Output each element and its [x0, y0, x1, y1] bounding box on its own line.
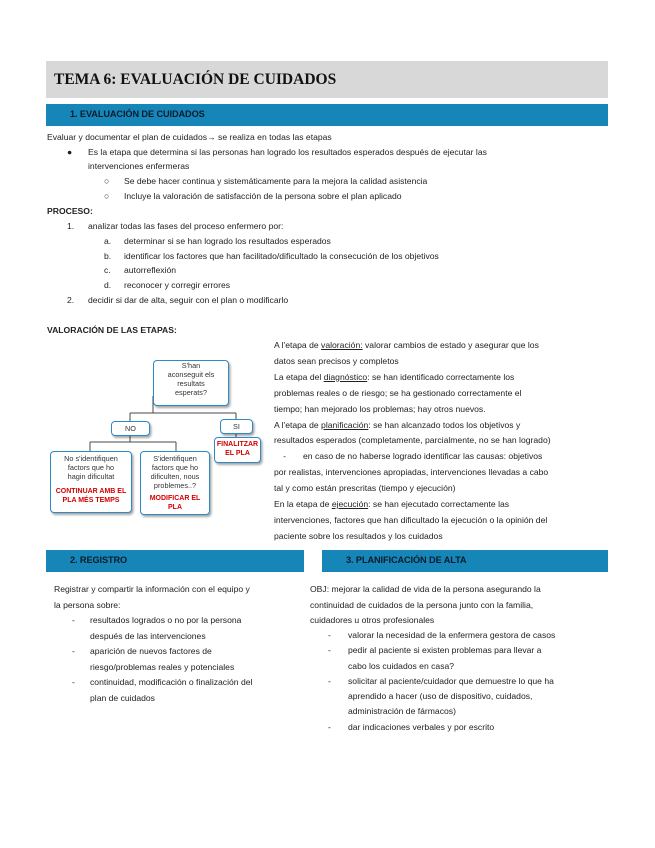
section-heading-planificacion-alta: 3. PLANIFICACIÓN DE ALTA: [322, 550, 608, 572]
circle-bullet-icon: ○: [104, 191, 110, 201]
registro-list: - resultados logrados o no por la persona después de las intervenciones - aparición de nuevos factores de riesgo/problemas reales y potenciales - continuidad, modificación o finalización del plan de cuidados: [72, 615, 253, 703]
diagram-no-box: NO: [111, 421, 150, 436]
diagram-mid-box: S'identifiquen factors que ho dificulten, nous problemes..? MODIFICAR EL PLA: [140, 451, 210, 515]
list-item: reconocer y corregir errores: [124, 280, 231, 290]
list-letter: c.: [104, 265, 111, 275]
intro-text: Evaluar y documentar el plan de cuidados→ se realiza en todas las etapas: [47, 132, 332, 142]
diagram-root-box: S'han aconseguit els resultats esperats?: [153, 360, 229, 406]
section-heading-evaluacion: 1. EVALUACIÓN DE CUIDADOS: [46, 104, 608, 126]
circle-bullet-icon: ○: [104, 176, 110, 186]
proceso-heading: PROCESO:: [47, 206, 93, 216]
alta-list: - valorar la necesidad de la enfermera gestora de casos - pedir al paciente si existen problemas para llevar a cabo los cuidados en casa? - solicitar al paciente/cuidador que demuestre lo que ha aprendido a hacer (uso de dispositivo, cuidados, administración de fármacos) - dar indicaciones verbales y por escrito: [328, 630, 556, 732]
list-item: determinar si se han logrado los resultados esperados: [124, 236, 331, 246]
proceso-step-1: analizar todas las fases del proceso enfermero por:: [88, 221, 284, 231]
alta-objetivo: OBJ: mejorar la calidad de vida de la persona asegurando la continuidad de cuidados de la persona junto con la familia, cuidadores u otros profesionales: [310, 584, 541, 625]
valoracion-text: A l'etapa de valoración: valorar cambios de estado y asegurar que los datos sean precisos y completos La etapa del diagnóstico: se han identificado correctamente los problemas reales o de riesgo; se ha gestionado correctamente el tiempo; han mejorado los problemas; hay otros nuevos. A l'etapa de planificación: se han alcanzado todos los objetivos y resultados esperados (completamente, parcialmente, no se han logrado) - en caso de no haberse logrado identificar las causas: objetivos por realistas, intervenciones apropiadas, intervenciones llevadas a cabo tal y como están prescritas (tiempo y ejecución) En la etapa de ejecución: se han ejecutado correctamente las intervenciones, factores que han dificultado la ejecución o la opinión del paciente sobre los resultados y los cuidados: [274, 340, 551, 541]
step-number: 1.: [67, 221, 75, 231]
registro-content: Registrar y compartir la información con el equipo y la persona sobre:: [54, 584, 250, 610]
list-item: autorreflexión: [124, 265, 177, 275]
diagram-left-box: No s'identifiquen factors que ho hagin dificultat CONTINUAR AMB EL PLA MÉS TEMPS: [50, 451, 132, 513]
list-letter: a.: [104, 236, 112, 246]
page-title: TEMA 6: EVALUACIÓN DE CUIDADOS: [54, 71, 337, 88]
sub-bullet-1: Se debe hacer continua y sistemáticamente para la mejora la calidad asistencia: [124, 176, 428, 186]
bullet-text-line2: intervenciones enfermeras: [88, 161, 190, 171]
diagram-si-box: SI: [220, 419, 253, 434]
proceso-step-2: decidir si dar de alta, seguir con el plan o modificarlo: [88, 295, 289, 305]
list-letter: d.: [104, 280, 112, 290]
bullet-text-line1: Es la etapa que determina si las personas han logrado los resultados esperados después de ejecutar las: [88, 147, 487, 157]
step-number: 2.: [67, 295, 75, 305]
bullet-icon: ●: [67, 147, 73, 157]
diagram-finalitzar-box: FINALITZAR EL PLA: [214, 437, 261, 463]
section-heading-registro: 2. REGISTRO: [46, 550, 304, 572]
list-item: identificar los factores que han facilitado/dificultado la consecución de los objetivos: [124, 251, 439, 261]
list-letter: b.: [104, 251, 112, 261]
sub-bullet-2: Incluye la valoración de satisfacción de la persona sobre el plan aplicado: [124, 191, 402, 201]
valoracion-heading: VALORACIÓN DE LAS ETAPAS:: [47, 325, 177, 335]
